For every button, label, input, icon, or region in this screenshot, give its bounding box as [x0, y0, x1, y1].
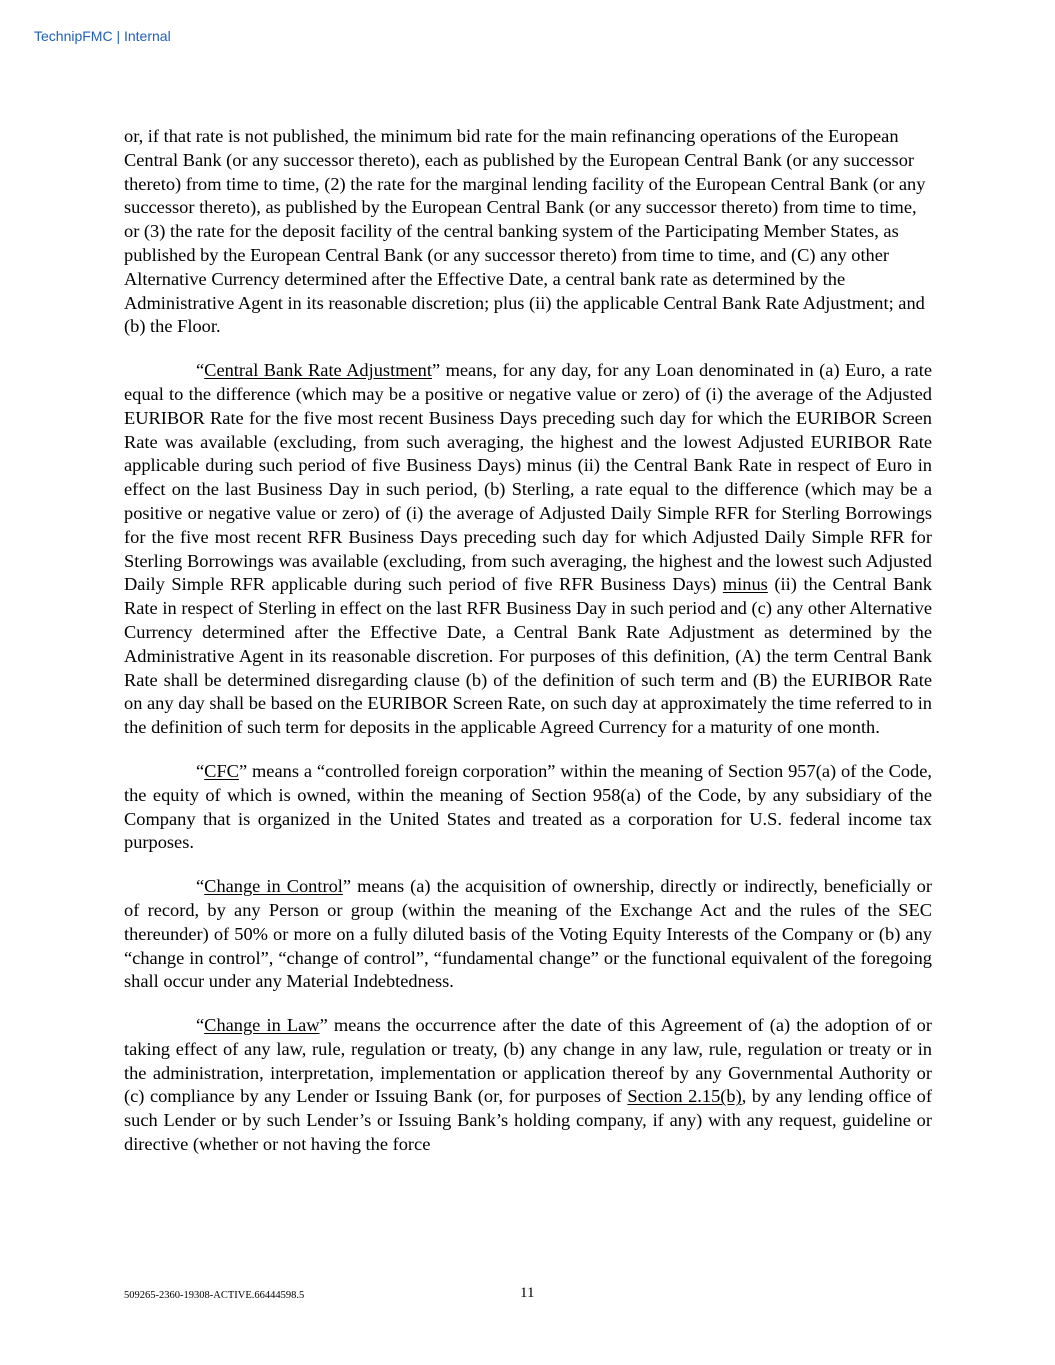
- section-reference: Section 2.15(b): [627, 1086, 742, 1107]
- open-quote: “: [196, 876, 205, 897]
- definition-text: (ii) the Central Bank Rate in respect of Sterling in effect on the last RFR Business Day in such period and (c) any other Alternative Currency determined after the Effective Date, a Central Bank Rate Adjustment as determined by the Administrative Agent in its reasonable discretion. For purposes of this definition, (A) the term Central Bank Rate shall be determined disregarding clause (b) of the definition of such term and (B) the EURIBOR Rate on any day shall be based on the EURIBOR Screen Rate, on such day at approximately the time referred to in the definition of such term for deposits in the applicable Agreed Currency for a maturity of one month.: [124, 574, 932, 738]
- definition-change-in-law: [124, 1014, 932, 1157]
- document-id: 509265-2360-19308-ACTIVE.66444598.5: [124, 1290, 305, 1301]
- defined-term: Central Bank Rate Adjustment: [204, 360, 432, 381]
- definition-text: ” means the occurrence after the date of this Agreement of (a) the adoption of or taking effect of any law, rule, regulation or treaty, (b) any change in any law, rule, regulation or treaty or in the administration, interpretation, implementation or application thereof by any Governmental Authority or (c) compliance by any Lender or Issuing Bank (or, for purposes of: [124, 1015, 933, 1107]
- page-number: 11: [520, 1285, 535, 1301]
- document-body: [124, 125, 932, 1157]
- defined-term: Change in Law: [204, 1015, 320, 1036]
- definition-text: , by any lending office of such Lender or by such Lender’s or Issuing Bank’s holding company, if any) with any request, guideline or directive (whether or not having the force: [124, 1086, 933, 1155]
- definition-text: ” means (a) the acquisition of ownership, directly or indirectly, beneficially or of record, by any Person or group (within the meaning of the Exchange Act and the rules of the SEC thereunder) of 50% or more on a fully diluted basis of the Voting Equity Interests of the Company or (b) any “change in control”, “change of control”, “fundamental change” or the functional equivalent of the foregoing shall occur under any Material Indebtedness.: [124, 876, 932, 992]
- defined-term: Change in Control: [204, 876, 343, 897]
- definition-cfc: [124, 760, 932, 855]
- definition-text: ” means a “controlled foreign corporation” within the meaning of Section 957(a) of the Code, the equity of which is owned, within the meaning of Section 958(a) of the Code, by any subsidiary of the Company that is organized in the United States and treated as a corporation for U.S. federal income tax purposes.: [124, 760, 932, 853]
- defined-term: CFC: [204, 760, 239, 781]
- open-quote: “: [196, 1015, 205, 1036]
- classification-label: TechnipFMC | Internal: [34, 28, 171, 44]
- minus-emphasis: minus: [722, 574, 768, 595]
- definition-central-bank-rate-adjustment: [124, 359, 932, 740]
- definition-change-in-control: [124, 875, 932, 994]
- open-quote: “: [196, 760, 205, 781]
- definition-text: ” means, for any day, for any Loan denominated in (a) Euro, a rate equal to the difference (which may be a positive or negative value or zero) of (i) the average of the Adjusted EURIBOR Rate for the five most recent Business Days preceding such day for which the EURIBOR Screen Rate was available (excluding, from such averaging, the highest and the lowest Adjusted EURIBOR Rate applicable during such period of five Business Days) minus (ii) the Central Bank Rate in respect of Euro in effect on the last Business Day in such period, (b) Sterling, a rate equal to the difference (which may be a positive or negative value or zero) of (i) the average of Adjusted Daily Simple RFR for Sterling Borrowings for the five most recent RFR Business Days preceding such day for which Adjusted Daily Simple RFR for Sterling Borrowings was available (excluding, from such averaging, the highest and the lowest such Adjusted Daily Simple RFR applicable during such period of five RFR Business Days): [124, 360, 932, 595]
- paragraph-continuation: or, if that rate is not published, the minimum bid rate for the main refinancing operations of the European Central Bank (or any successor thereto), each as published by the European Central Bank (or any successor thereto) from time to time, (2) the rate for the marginal lending facility of the European Central Bank (or any successor thereto), as published by the European Central Bank (or any successor thereto) from time to time, or (3) the rate for the deposit facility of the central banking system of the Participating Member States, as published by the European Central Bank (or any successor thereto) from time to time, and (C) any other Alternative Currency determined after the Effective Date, a central bank rate as determined by the Administrative Agent in its reasonable discretion; plus (ii) the applicable Central Bank Rate Adjustment; and (b) the Floor.: [124, 126, 926, 337]
- open-quote: “: [196, 360, 205, 381]
